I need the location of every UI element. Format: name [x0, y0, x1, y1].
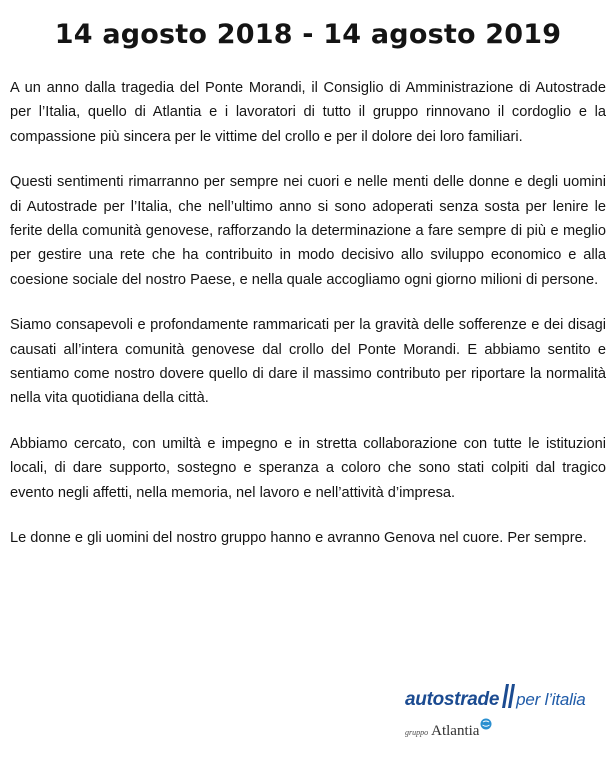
group-name: Atlantia — [431, 723, 480, 739]
paragraph-3: Siamo consapevoli e profondamente rammaricati per la gravità delle sofferenze e dei disagi causati all’intera comunità genovese dal crollo del Ponte Morandi. E abbiamo sentito e sentiamo come nostro dovere quello di dare il massimo contributo per riportare la normalità nella vita quotidiana della città. — [10, 317, 606, 407]
paragraph-5: Le donne e gli uomini del nostro gruppo hanno e avranno Genova nel cuore. Per sempre. — [10, 530, 587, 547]
logo-bars-icon — [501, 684, 515, 708]
brand-name: autostrade — [405, 689, 500, 710]
brand-suffix: per l’italia — [516, 690, 586, 709]
paragraph-1: A un anno dalla tragedia del Ponte Morandi, il Consiglio di Amministrazione di Autostrade per l’Italia, quello di Atlantia e i lavoratori di tutto il gruppo rinnovano il cordoglio e la compassione più sincera per le vittime del crollo e per il dolore dei loro familiari. — [10, 80, 606, 145]
page-title: 14 agosto 2018 - 14 agosto 2019 — [54, 19, 562, 50]
atlantia-logo — [405, 722, 492, 742]
paragraph-2: Questi sentimenti rimarranno per sempre nei cuori e nelle menti delle donne e degli uomini di Autostrade per l’Italia, che nell’ultimo anno si sono adoperati senza sosta per lenire le ferite della comunità genovese, rafforzando la determinazione a fare sempre di più e meglio per gestire una rete che ha contribuito in modo decisivo allo sviluppo economico e alla coesione sociale del nostro Paese, e nella quale accogliamo ogni giorno milioni di persone. — [10, 174, 606, 288]
globe-icon — [480, 718, 492, 730]
autostrade-logo — [405, 684, 586, 713]
group-label: gruppo — [405, 728, 429, 737]
company-logo — [405, 684, 605, 750]
paragraph-4: Abbiamo cercato, con umiltà e impegno e in stretta collaborazione con tutte le istituzioni locali, di dare supporto, sostegno e speranza a coloro che sono stati colpiti dal tragico evento negli affetti, nella memoria, nel lavoro e nell’attività d’impresa. — [10, 435, 606, 501]
